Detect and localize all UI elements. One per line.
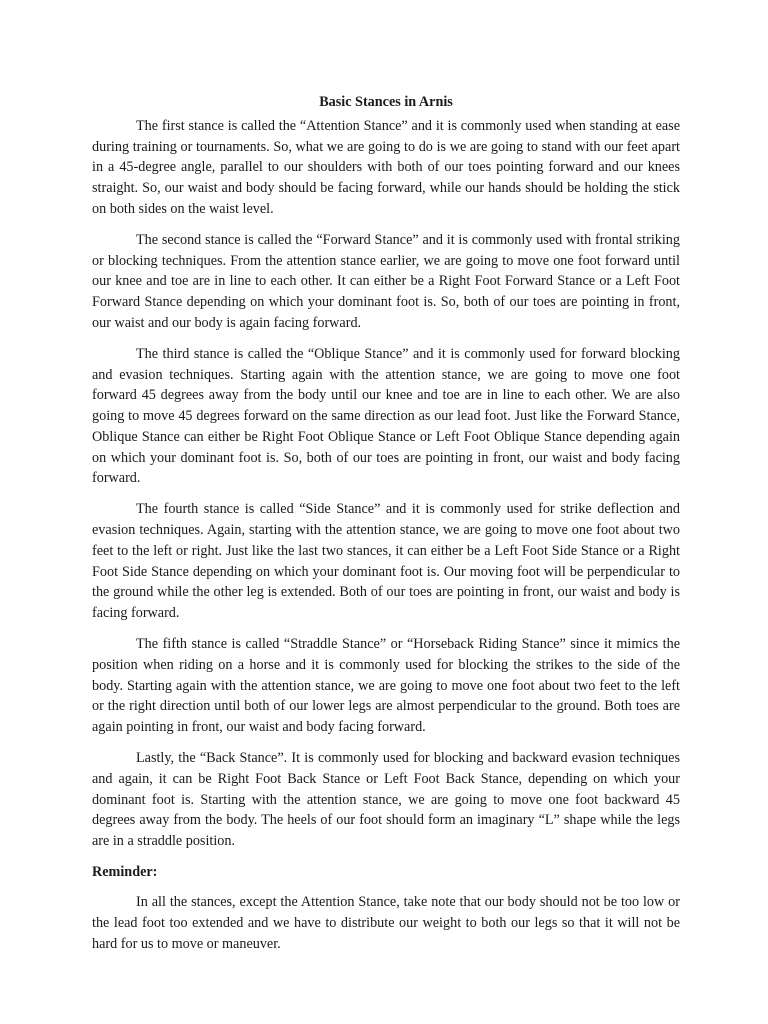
paragraph-attention-stance: The first stance is called the “Attention Stance” and it is commonly used when standing at ease during training or tournaments. So, what we are going to do is we are going to stand with our feet apart in a 45-degree angle, parallel to our shoulders with both of our toes pointing forward and our knees straight. So, our waist and body should be facing forward, while our hands should be holding the stick on both sides on the waist level.: [92, 118, 680, 217]
document-title: Basic Stances in Arnis: [319, 94, 453, 110]
reminder-heading: Reminder:: [92, 864, 158, 881]
paragraph-straddle-stance: The fifth stance is called “Straddle Stance” or “Horseback Riding Stance” since it mimics the position when riding on a horse and it is commonly used for blocking the strikes to the side of the body. Starting again with the attention stance, we are going to move one foot about two feet to the left or the right direction until both of our lower legs are almost perpendicular to the ground. Both toes are again pointing in front, our waist and body facing forward.: [92, 636, 680, 735]
paragraph-back-stance: Lastly, the “Back Stance”. It is commonly used for blocking and backward evasion techniques and again, it can be Right Foot Back Stance or Left Foot Back Stance, depending on which your dominant foot is. Starting with the attention stance, we are going to move one foot backward 45 degrees away from the body. The heels of our foot should form an imaginary “L” shape while the legs are in a straddle position.: [92, 750, 680, 849]
reminder-paragraph: In all the stances, except the Attention Stance, take note that our body should not be too low or the lead foot too extended and we have to distribute our weight to both our legs so that it will not be hard for us to move or maneuver.: [92, 894, 680, 952]
paragraph-side-stance: The fourth stance is called “Side Stance” and it is commonly used for strike deflection and evasion techniques. Again, starting with the attention stance, we are going to move one foot about two feet to the left or right. Just like the last two stances, it can either be a Left Foot Side Stance or a Right Foot Side Stance depending on which your dominant foot is. Our moving foot will be perpendicular to the ground while the other leg is extended. Both of our toes are pointing in front, our waist and body is facing forward.: [92, 501, 680, 621]
paragraph-oblique-stance: The third stance is called the “Oblique Stance” and it is commonly used for forward blocking and evasion techniques. Starting again with the attention stance, we are going to move one foot forward 45 degrees away from the body until our knee and toe are in line to each other. We are also going to move 45 degrees forward on the same direction as our lead foot. Just like the Forward Stance, Oblique Stance can either be Right Foot Oblique Stance or Left Foot Oblique Stance depending again on which your dominant foot is. So, both of our toes are pointing in front, our waist and body facing forward.: [92, 346, 680, 487]
paragraph-forward-stance: The second stance is called the “Forward Stance” and it is commonly used with frontal striking or blocking techniques. From the attention stance earlier, we are going to move one foot forward until our knee and toe are in line to each other. It can either be a Right Foot Forward Stance or a Left Foot Forward Stance depending on which your dominant foot is. So, both of our toes are pointing in front, our waist and our body is again facing forward.: [92, 232, 680, 331]
